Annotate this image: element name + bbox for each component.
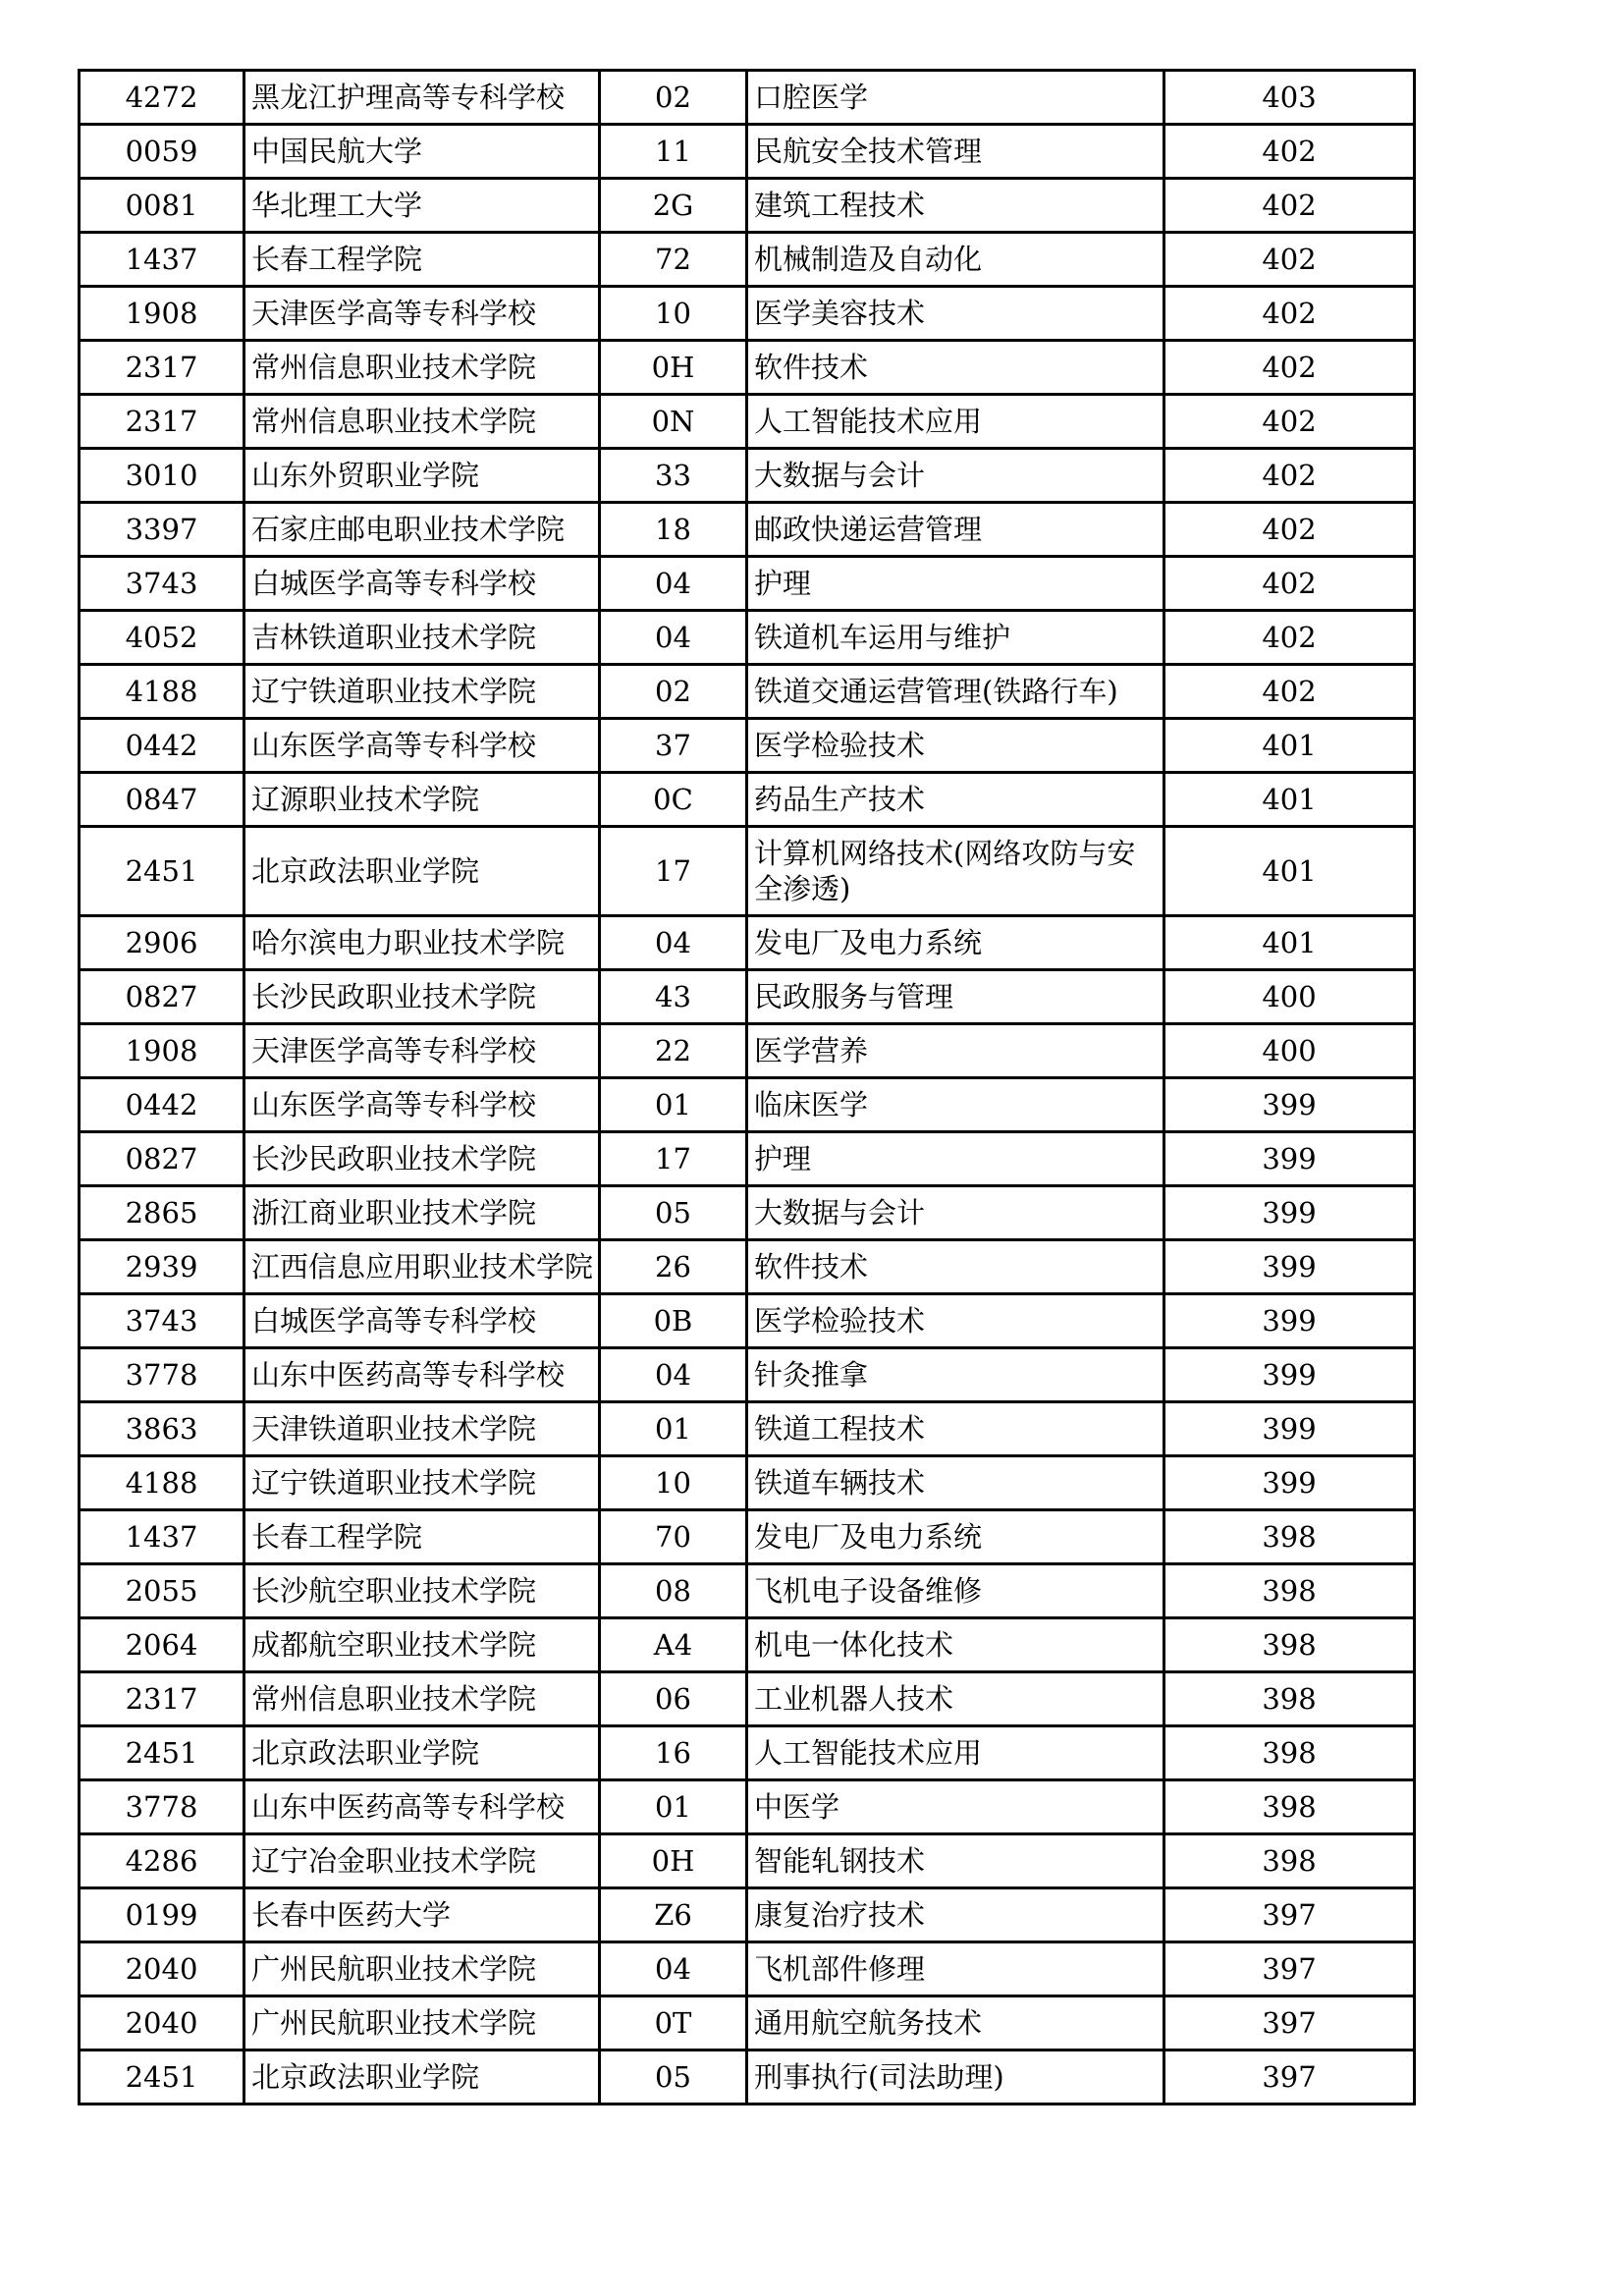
score-cell: 402 [1164,179,1415,233]
table-row [80,1132,1415,1186]
score-cell: 399 [1164,1402,1415,1456]
major-code-cell: 22 [600,1024,747,1078]
table-row [80,1996,1415,2050]
major-name-cell: 药品生产技术 [747,773,1164,827]
major-name-cell: 邮政快递运营管理 [747,503,1164,557]
table-row [80,1024,1415,1078]
school-code-cell: 1437 [80,233,244,287]
table-row [80,125,1415,179]
school-code-cell: 1437 [80,1510,244,1564]
school-code-cell: 3743 [80,1294,244,1348]
school-code-cell: 2064 [80,1618,244,1672]
school-code-cell: 4286 [80,1834,244,1888]
table-row [80,1564,1415,1618]
admission-score-table [78,69,1416,2105]
major-code-cell: 0B [600,1294,747,1348]
school-code-cell: 2040 [80,1942,244,1996]
score-cell: 398 [1164,1780,1415,1834]
school-name-cell: 白城医学高等专科学校 [244,557,600,611]
table-row [80,1618,1415,1672]
school-name-cell: 哈尔滨电力职业技术学院 [244,916,600,970]
school-code-cell: 0827 [80,1132,244,1186]
table-row [80,719,1415,773]
major-code-cell: 33 [600,449,747,503]
table-row [80,503,1415,557]
major-name-cell: 护理 [747,557,1164,611]
school-code-cell: 2939 [80,1240,244,1294]
major-code-cell: 17 [600,1132,747,1186]
school-name-cell: 辽宁铁道职业技术学院 [244,665,600,719]
table-row [80,1402,1415,1456]
major-name-cell: 计算机网络技术(网络攻防与安全渗透) [747,827,1164,916]
major-code-cell: 0C [600,773,747,827]
score-cell: 402 [1164,557,1415,611]
school-name-cell: 长春工程学院 [244,233,600,287]
school-code-cell: 0081 [80,179,244,233]
table-row [80,1510,1415,1564]
school-code-cell: 3743 [80,557,244,611]
major-name-cell: 人工智能技术应用 [747,395,1164,449]
major-code-cell: 37 [600,719,747,773]
school-name-cell: 石家庄邮电职业技术学院 [244,503,600,557]
school-code-cell: 1908 [80,287,244,341]
major-name-cell: 护理 [747,1132,1164,1186]
table-row [80,665,1415,719]
major-name-cell: 飞机电子设备维修 [747,1564,1164,1618]
score-cell: 401 [1164,773,1415,827]
table-body [80,71,1415,2105]
school-code-cell: 0059 [80,125,244,179]
major-name-cell: 机电一体化技术 [747,1618,1164,1672]
major-code-cell: 0N [600,395,747,449]
major-code-cell: 0H [600,341,747,395]
school-code-cell: 2451 [80,827,244,916]
major-code-cell: 05 [600,1186,747,1240]
school-code-cell: 3778 [80,1348,244,1402]
score-cell: 401 [1164,719,1415,773]
major-name-cell: 民政服务与管理 [747,970,1164,1024]
table-row [80,611,1415,665]
score-cell: 399 [1164,1294,1415,1348]
school-name-cell: 山东医学高等专科学校 [244,719,600,773]
major-name-cell: 医学美容技术 [747,287,1164,341]
school-code-cell: 4052 [80,611,244,665]
table-row [80,1888,1415,1942]
table-row [80,233,1415,287]
school-name-cell: 长春中医药大学 [244,1888,600,1942]
score-cell: 402 [1164,395,1415,449]
school-name-cell: 山东外贸职业学院 [244,449,600,503]
school-name-cell: 中国民航大学 [244,125,600,179]
major-name-cell: 医学营养 [747,1024,1164,1078]
major-code-cell: 04 [600,1942,747,1996]
school-name-cell: 天津铁道职业技术学院 [244,1402,600,1456]
school-name-cell: 长沙航空职业技术学院 [244,1564,600,1618]
major-code-cell: 01 [600,1780,747,1834]
major-name-cell: 康复治疗技术 [747,1888,1164,1942]
table-row [80,1672,1415,1726]
major-name-cell: 软件技术 [747,341,1164,395]
score-cell: 402 [1164,665,1415,719]
score-cell: 402 [1164,125,1415,179]
school-code-cell: 4188 [80,1456,244,1510]
table-row [80,1186,1415,1240]
school-name-cell: 山东医学高等专科学校 [244,1078,600,1132]
table-row [80,341,1415,395]
table-row [80,1294,1415,1348]
school-name-cell: 常州信息职业技术学院 [244,341,600,395]
school-name-cell: 长春工程学院 [244,1510,600,1564]
major-code-cell: 05 [600,2050,747,2105]
score-cell: 397 [1164,1942,1415,1996]
major-name-cell: 智能轧钢技术 [747,1834,1164,1888]
major-code-cell: 70 [600,1510,747,1564]
school-code-cell: 0199 [80,1888,244,1942]
score-cell: 399 [1164,1078,1415,1132]
school-name-cell: 辽宁铁道职业技术学院 [244,1456,600,1510]
major-name-cell: 医学检验技术 [747,719,1164,773]
school-code-cell: 2317 [80,395,244,449]
school-code-cell: 2451 [80,1726,244,1780]
school-name-cell: 浙江商业职业技术学院 [244,1186,600,1240]
table-row [80,449,1415,503]
score-cell: 398 [1164,1618,1415,1672]
school-name-cell: 山东中医药高等专科学校 [244,1780,600,1834]
school-name-cell: 长沙民政职业技术学院 [244,970,600,1024]
major-name-cell: 中医学 [747,1780,1164,1834]
school-name-cell: 常州信息职业技术学院 [244,395,600,449]
major-code-cell: 0T [600,1996,747,2050]
score-cell: 399 [1164,1456,1415,1510]
major-name-cell: 建筑工程技术 [747,179,1164,233]
table-row [80,1240,1415,1294]
major-code-cell: 01 [600,1402,747,1456]
score-cell: 399 [1164,1348,1415,1402]
school-code-cell: 3778 [80,1780,244,1834]
major-code-cell: 08 [600,1564,747,1618]
school-name-cell: 华北理工大学 [244,179,600,233]
major-name-cell: 人工智能技术应用 [747,1726,1164,1780]
major-name-cell: 软件技术 [747,1240,1164,1294]
school-code-cell: 4188 [80,665,244,719]
major-code-cell: 04 [600,611,747,665]
school-code-cell: 2040 [80,1996,244,2050]
major-code-cell: 02 [600,665,747,719]
school-code-cell: 3863 [80,1402,244,1456]
score-cell: 397 [1164,2050,1415,2105]
score-cell: 403 [1164,71,1415,125]
major-name-cell: 机械制造及自动化 [747,233,1164,287]
table-row [80,1726,1415,1780]
school-name-cell: 辽宁冶金职业技术学院 [244,1834,600,1888]
school-code-cell: 0442 [80,1078,244,1132]
score-cell: 397 [1164,1996,1415,2050]
major-name-cell: 铁道机车运用与维护 [747,611,1164,665]
school-name-cell: 常州信息职业技术学院 [244,1672,600,1726]
major-code-cell: 72 [600,233,747,287]
major-code-cell: 17 [600,827,747,916]
score-cell: 399 [1164,1132,1415,1186]
table-row [80,773,1415,827]
major-code-cell: 01 [600,1078,747,1132]
major-name-cell: 民航安全技术管理 [747,125,1164,179]
score-cell: 402 [1164,611,1415,665]
major-name-cell: 飞机部件修理 [747,1942,1164,1996]
major-name-cell: 铁道工程技术 [747,1402,1164,1456]
score-cell: 400 [1164,1024,1415,1078]
school-name-cell: 成都航空职业技术学院 [244,1618,600,1672]
school-name-cell: 广州民航职业技术学院 [244,1942,600,1996]
school-code-cell: 2865 [80,1186,244,1240]
major-name-cell: 铁道车辆技术 [747,1456,1164,1510]
school-code-cell: 3397 [80,503,244,557]
major-code-cell: 0H [600,1834,747,1888]
table-row [80,1942,1415,1996]
major-code-cell: 43 [600,970,747,1024]
school-code-cell: 1908 [80,1024,244,1078]
table-row [80,1078,1415,1132]
score-cell: 402 [1164,503,1415,557]
major-code-cell: A4 [600,1618,747,1672]
major-code-cell: 04 [600,916,747,970]
major-code-cell: 18 [600,503,747,557]
school-name-cell: 吉林铁道职业技术学院 [244,611,600,665]
table-row [80,287,1415,341]
score-cell: 398 [1164,1834,1415,1888]
major-code-cell: 04 [600,557,747,611]
table-row [80,827,1415,916]
score-cell: 402 [1164,287,1415,341]
table-row [80,557,1415,611]
major-name-cell: 铁道交通运营管理(铁路行车) [747,665,1164,719]
score-cell: 402 [1164,341,1415,395]
school-code-cell: 2317 [80,1672,244,1726]
school-code-cell: 4272 [80,71,244,125]
major-name-cell: 医学检验技术 [747,1294,1164,1348]
major-name-cell: 发电厂及电力系统 [747,1510,1164,1564]
score-cell: 398 [1164,1510,1415,1564]
major-code-cell: 11 [600,125,747,179]
school-name-cell: 长沙民政职业技术学院 [244,1132,600,1186]
major-name-cell: 刑事执行(司法助理) [747,2050,1164,2105]
major-code-cell: 2G [600,179,747,233]
school-name-cell: 天津医学高等专科学校 [244,1024,600,1078]
score-cell: 397 [1164,1888,1415,1942]
school-code-cell: 2317 [80,341,244,395]
table-row [80,1456,1415,1510]
major-name-cell: 大数据与会计 [747,449,1164,503]
major-name-cell: 工业机器人技术 [747,1672,1164,1726]
score-cell: 398 [1164,1726,1415,1780]
school-name-cell: 白城医学高等专科学校 [244,1294,600,1348]
school-code-cell: 0442 [80,719,244,773]
school-code-cell: 2055 [80,1564,244,1618]
school-name-cell: 黑龙江护理高等专科学校 [244,71,600,125]
major-name-cell: 口腔医学 [747,71,1164,125]
score-cell: 401 [1164,916,1415,970]
school-code-cell: 2451 [80,2050,244,2105]
table-row [80,71,1415,125]
score-cell: 399 [1164,1186,1415,1240]
table-row [80,970,1415,1024]
score-cell: 398 [1164,1564,1415,1618]
score-cell: 399 [1164,1240,1415,1294]
score-cell: 400 [1164,970,1415,1024]
table-row [80,916,1415,970]
school-code-cell: 2906 [80,916,244,970]
school-name-cell: 山东中医药高等专科学校 [244,1348,600,1402]
major-name-cell: 临床医学 [747,1078,1164,1132]
table-row [80,1348,1415,1402]
major-code-cell: 04 [600,1348,747,1402]
major-code-cell: 06 [600,1672,747,1726]
school-code-cell: 0847 [80,773,244,827]
school-name-cell: 北京政法职业学院 [244,2050,600,2105]
major-name-cell: 大数据与会计 [747,1186,1164,1240]
major-code-cell: 10 [600,287,747,341]
school-name-cell: 北京政法职业学院 [244,827,600,916]
major-code-cell: 02 [600,71,747,125]
school-name-cell: 广州民航职业技术学院 [244,1996,600,2050]
score-cell: 402 [1164,449,1415,503]
major-name-cell: 发电厂及电力系统 [747,916,1164,970]
major-name-cell: 通用航空航务技术 [747,1996,1164,2050]
table-row [80,2050,1415,2105]
score-cell: 398 [1164,1672,1415,1726]
school-code-cell: 3010 [80,449,244,503]
table-row [80,1780,1415,1834]
major-code-cell: 16 [600,1726,747,1780]
score-cell: 401 [1164,827,1415,916]
table-row [80,179,1415,233]
school-name-cell: 江西信息应用职业技术学院 [244,1240,600,1294]
school-name-cell: 辽源职业技术学院 [244,773,600,827]
table-row [80,395,1415,449]
school-name-cell: 北京政法职业学院 [244,1726,600,1780]
major-code-cell: 26 [600,1240,747,1294]
major-code-cell: Z6 [600,1888,747,1942]
school-name-cell: 天津医学高等专科学校 [244,287,600,341]
major-code-cell: 10 [600,1456,747,1510]
score-cell: 402 [1164,233,1415,287]
school-code-cell: 0827 [80,970,244,1024]
major-name-cell: 针灸推拿 [747,1348,1164,1402]
table-row [80,1834,1415,1888]
